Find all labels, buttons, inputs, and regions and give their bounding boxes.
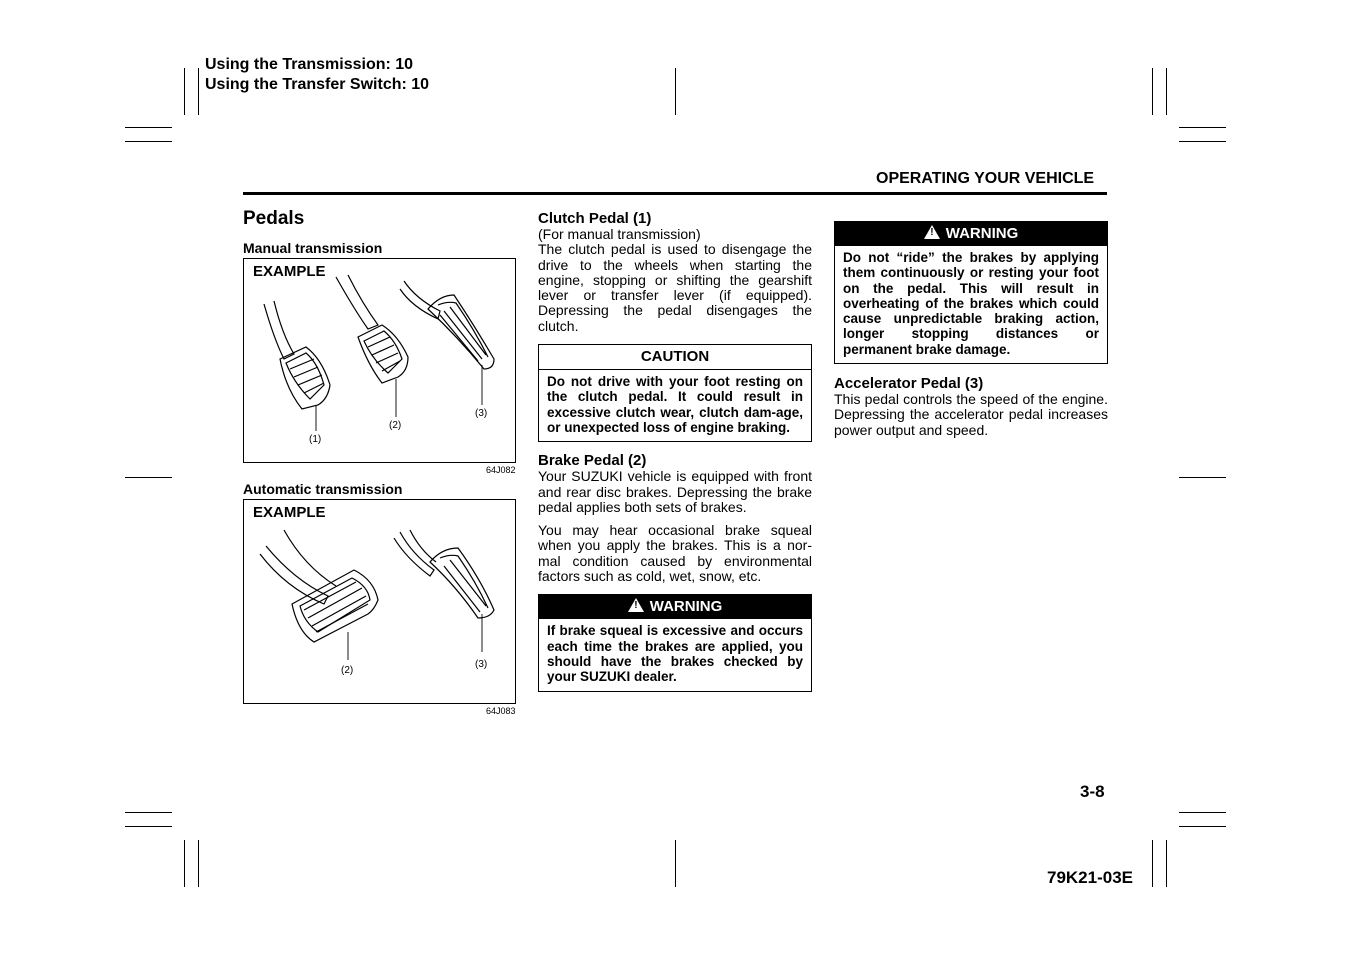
callout-label: (2) — [341, 665, 354, 676]
callout-label: (2) — [389, 420, 402, 431]
automatic-pedals-illustration — [244, 500, 515, 703]
callout-label: (1) — [309, 434, 322, 445]
caution-title: CAUTION — [539, 345, 811, 370]
cross-reference — [205, 55, 429, 95]
figure-code: 64J082 — [486, 465, 516, 475]
figure-code: 64J083 — [486, 706, 516, 716]
figure-example-label: EXAMPLE — [253, 263, 326, 280]
manual-pedals-figure — [243, 258, 516, 463]
warning-triangle-icon: ! — [628, 598, 644, 612]
clutch-section — [538, 210, 812, 692]
page-title: Pedals — [243, 208, 305, 229]
brake-warning-body: If brake squeal is excessive and occurs each time the brakes are applied, you should have the brakes checked by your SUZUKI dealer. — [547, 623, 803, 685]
page-number: 3-8 — [1080, 782, 1105, 801]
section-heading: OPERATING YOUR VEHICLE — [876, 170, 1095, 187]
cross-reference-line-1: Using the Transmission: 10 — [205, 56, 414, 73]
automatic-transmission-label: Automatic transmission — [243, 481, 403, 497]
cross-reference-line-2: Using the Transfer Switch: 10 — [205, 76, 430, 93]
ride-brakes-warning-box — [834, 221, 1108, 364]
warning-header — [539, 595, 811, 619]
accelerator-heading: Accelerator Pedal (3) — [834, 375, 984, 393]
document-code: 79K21-03E — [1047, 868, 1134, 887]
brake-warning-box — [538, 594, 812, 691]
manual-transmission-label: Manual transmission — [243, 240, 383, 256]
header-rule — [243, 192, 1107, 195]
brake-body-1: Your SUZUKI vehicle is equipped with front and rear disc brakes. Depressing the brake pedal applies both sets of brakes. — [538, 468, 812, 515]
callout-label: (3) — [475, 408, 488, 419]
brake-body-2: You may hear occasional brake squeal when you apply the brakes. This is a nor-mal condition caused by environmental factors such as cold, wet, snow, etc. — [538, 522, 812, 585]
accelerator-body: This pedal controls the speed of the engine. Depressing the accelerator pedal increases power output and speed. — [834, 391, 1108, 438]
caution-box — [538, 344, 812, 442]
manual-pedals-illustration — [244, 259, 515, 462]
warning-title: WARNING — [945, 225, 1019, 242]
clutch-body: The clutch pedal is used to disengage the drive to the wheels when starting the engine, stopping or shifting the gearshift lever or transfer lever (if equipped). Depressing the pedal disengages the clutch. — [538, 241, 812, 334]
warning-header — [835, 222, 1107, 246]
figure-example-label: EXAMPLE — [253, 504, 326, 521]
automatic-pedals-figure — [243, 499, 516, 704]
brake-heading: Brake Pedal (2) — [538, 452, 647, 470]
warning-triangle-icon: ! — [924, 225, 940, 239]
warning-title: WARNING — [649, 598, 723, 616]
right-column — [834, 221, 1108, 446]
clutch-heading: Clutch Pedal (1) — [538, 210, 652, 227]
ride-brakes-warning-body: Do not “ride” the brakes by applying them continuously or resting your foot on the pedal. This will result in overheating of the brakes which could cause unpredictable braking action, longer stopping distances or permanent brake damage. — [843, 250, 1099, 357]
caution-body: Do not drive with your foot resting on the clutch pedal. It could result in excessive clutch wear, clutch dam-age, or unexpected loss of engine braking. — [547, 374, 803, 435]
clutch-note: (For manual transmission) — [538, 226, 701, 242]
callout-label: (3) — [475, 659, 488, 670]
